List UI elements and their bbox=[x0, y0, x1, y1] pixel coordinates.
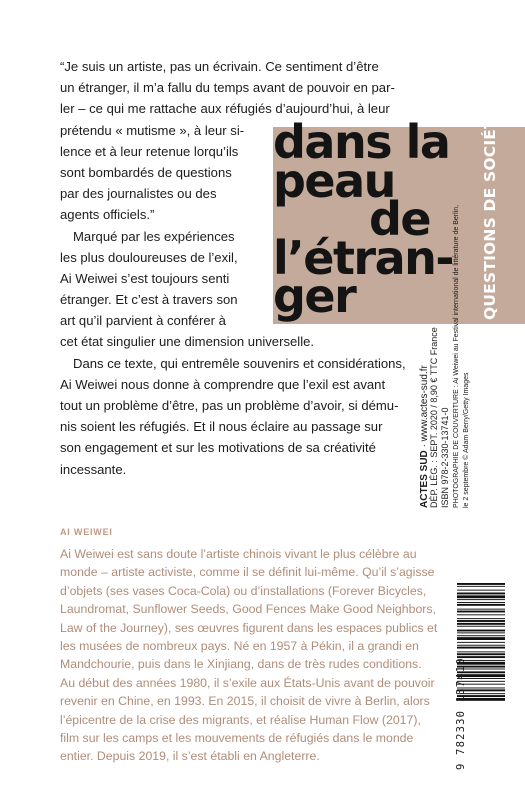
barcode-bar bbox=[457, 632, 505, 633]
bio-line: Ai Weiwei est sans doute l’artiste chinois vivant le plus célèbre au bbox=[60, 547, 417, 561]
photo-credit: PHOTOGRAPHIE DE COUVERTURE : Ai Weiwei au Festival international de littérature de Berlin, bbox=[453, 204, 460, 508]
barcode-bar bbox=[457, 626, 505, 627]
blurb-line: tout un problème d’être, pas un problème d’avoir, si dému- bbox=[60, 398, 399, 413]
barcode-bar bbox=[457, 645, 505, 646]
barcode-digits: 9 782330 137410 bbox=[455, 657, 467, 770]
title-line: de bbox=[369, 192, 431, 246]
bio-line: monde – artiste activiste, comme il se définit lui-même. Qu’il s’agisse bbox=[60, 565, 435, 580]
blurb-paragraph-summary bbox=[60, 353, 452, 480]
blurb-paragraph-quote bbox=[60, 56, 452, 226]
barcode-bar bbox=[457, 635, 505, 636]
blurb-line: étranger. Et c’est à travers son bbox=[60, 292, 238, 308]
barcode-bar bbox=[457, 630, 505, 632]
barcode-bar bbox=[457, 647, 505, 649]
legal-deposit: DÉP. LÉG. : SEPT. 2020 / 8,90 € TTC France bbox=[429, 327, 439, 508]
blurb-line: cet état singulier une dimension universelle. bbox=[60, 334, 315, 350]
barcode-bar bbox=[457, 614, 505, 615]
barcode-bar bbox=[457, 651, 505, 652]
title-line: ger bbox=[273, 269, 356, 323]
barcode-bar bbox=[457, 653, 505, 655]
bio-line: Mandchourie, puis dans le Xinjiang, dans de très rudes conditions. bbox=[60, 657, 422, 672]
bio-line: revenir en Chine, en 1993. En 2015, il choisit de vivre à Berlin, alors bbox=[60, 694, 430, 709]
photo-credit-continued: le 2 septembre © Adam Berry/Getty Images bbox=[463, 372, 470, 508]
barcode-bar bbox=[457, 586, 505, 587]
author-bio bbox=[60, 545, 444, 766]
barcode-bar bbox=[457, 611, 505, 613]
blurb-line: Ai Weiwei s’est toujours senti bbox=[60, 270, 230, 286]
blurb-text bbox=[60, 56, 452, 480]
title-line: dans la bbox=[273, 115, 450, 169]
bio-line: Law of the Journey), ses œuvres figurent dans les espaces publics et bbox=[60, 620, 438, 635]
bio-line: Au début des années 1980, il s’exile aux États-Unis avant de pouvoir bbox=[60, 675, 435, 690]
blurb-line: Ai Weiwei nous donne à comprendre que l’exil est avant bbox=[60, 376, 386, 392]
title-line: peau bbox=[273, 153, 395, 208]
collection-name: QUESTIONS DE SOCIÉTÉ bbox=[481, 107, 499, 320]
barcode-bar bbox=[457, 595, 505, 598]
barcode-bar bbox=[457, 583, 505, 585]
bio-line: Laundromat, Sunflower Seeds, Good Fences Make Good Neighbors, bbox=[60, 602, 436, 617]
blurb-line: un étranger, il m’a fallu du temps avant de pouvoir en par- bbox=[60, 80, 395, 96]
barcode-bar bbox=[457, 590, 505, 591]
blurb-line: agents officiels.” bbox=[60, 207, 155, 223]
blurb-line: lence et à leur retenue lorqu’ils bbox=[60, 143, 239, 159]
barcode-bar bbox=[457, 642, 505, 643]
barcode-bar bbox=[457, 602, 505, 603]
title-line: l’étran- bbox=[273, 230, 453, 285]
isbn-text: ISBN 978-2-330-13741-0 bbox=[440, 407, 450, 508]
barcode-bar bbox=[457, 609, 505, 610]
blurb-line: Dans ce texte, qui entremêle souvenirs et considérations, bbox=[73, 355, 406, 371]
bio-line: les musées de nombreux pays. Né en 1957 à Pékin, il a grandi en bbox=[60, 638, 419, 653]
blurb-line: son engagement et sur les motivations de sa créativité bbox=[60, 440, 376, 456]
blurb-paragraph-intro bbox=[60, 226, 452, 353]
blurb-line: art qu’il parvient à conférer à bbox=[60, 313, 226, 329]
bio-line: d’objets (ses vases Coca-Cola) ou d’installations (Forever Bicycles, bbox=[60, 583, 427, 598]
blurb-line: Marqué par les expériences bbox=[73, 228, 235, 244]
bio-line: entier. Depuis 2019, il s’est établi en Angleterre. bbox=[60, 749, 320, 764]
blurb-line: prétendu « mutisme », à leur si- bbox=[60, 122, 245, 138]
blurb-line: ler – ce qui me rattache aux réfugiés d’aujourd’hui, à leur bbox=[60, 101, 390, 117]
barcode-bar bbox=[457, 618, 505, 619]
bio-line: l’épicentre de la crise des migrants, et réalise Human Flow (2017), bbox=[60, 712, 421, 727]
publisher-name: ACTES SUD bbox=[419, 450, 430, 508]
blurb-line: incessante. bbox=[60, 461, 127, 477]
bio-line: film sur les camps et les mouvements de réfugiés dans le monde bbox=[60, 730, 414, 745]
author-heading: AI WEIWEI bbox=[60, 527, 113, 537]
barcode-bar bbox=[457, 593, 505, 595]
barcode-bar bbox=[457, 623, 505, 625]
blurb-line: par des journalistes ou des bbox=[60, 186, 217, 202]
blurb-line: les plus douloureuses de l’exil, bbox=[60, 249, 238, 265]
blurb-line: nis soient les réfugiés. Et il nous éclaire au passage sur bbox=[60, 419, 383, 435]
blurb-line: sont bombardés de questions bbox=[60, 164, 232, 180]
barcode-bar bbox=[457, 620, 505, 622]
barcode-bar bbox=[457, 599, 505, 600]
barcode-bar bbox=[457, 604, 505, 606]
blurb-line: “Je suis un artiste, pas un écrivain. Ce sentiment d’être bbox=[60, 59, 379, 74]
barcode-bar bbox=[457, 637, 505, 640]
publisher-website: · www.actes-sud.fr bbox=[419, 365, 430, 451]
